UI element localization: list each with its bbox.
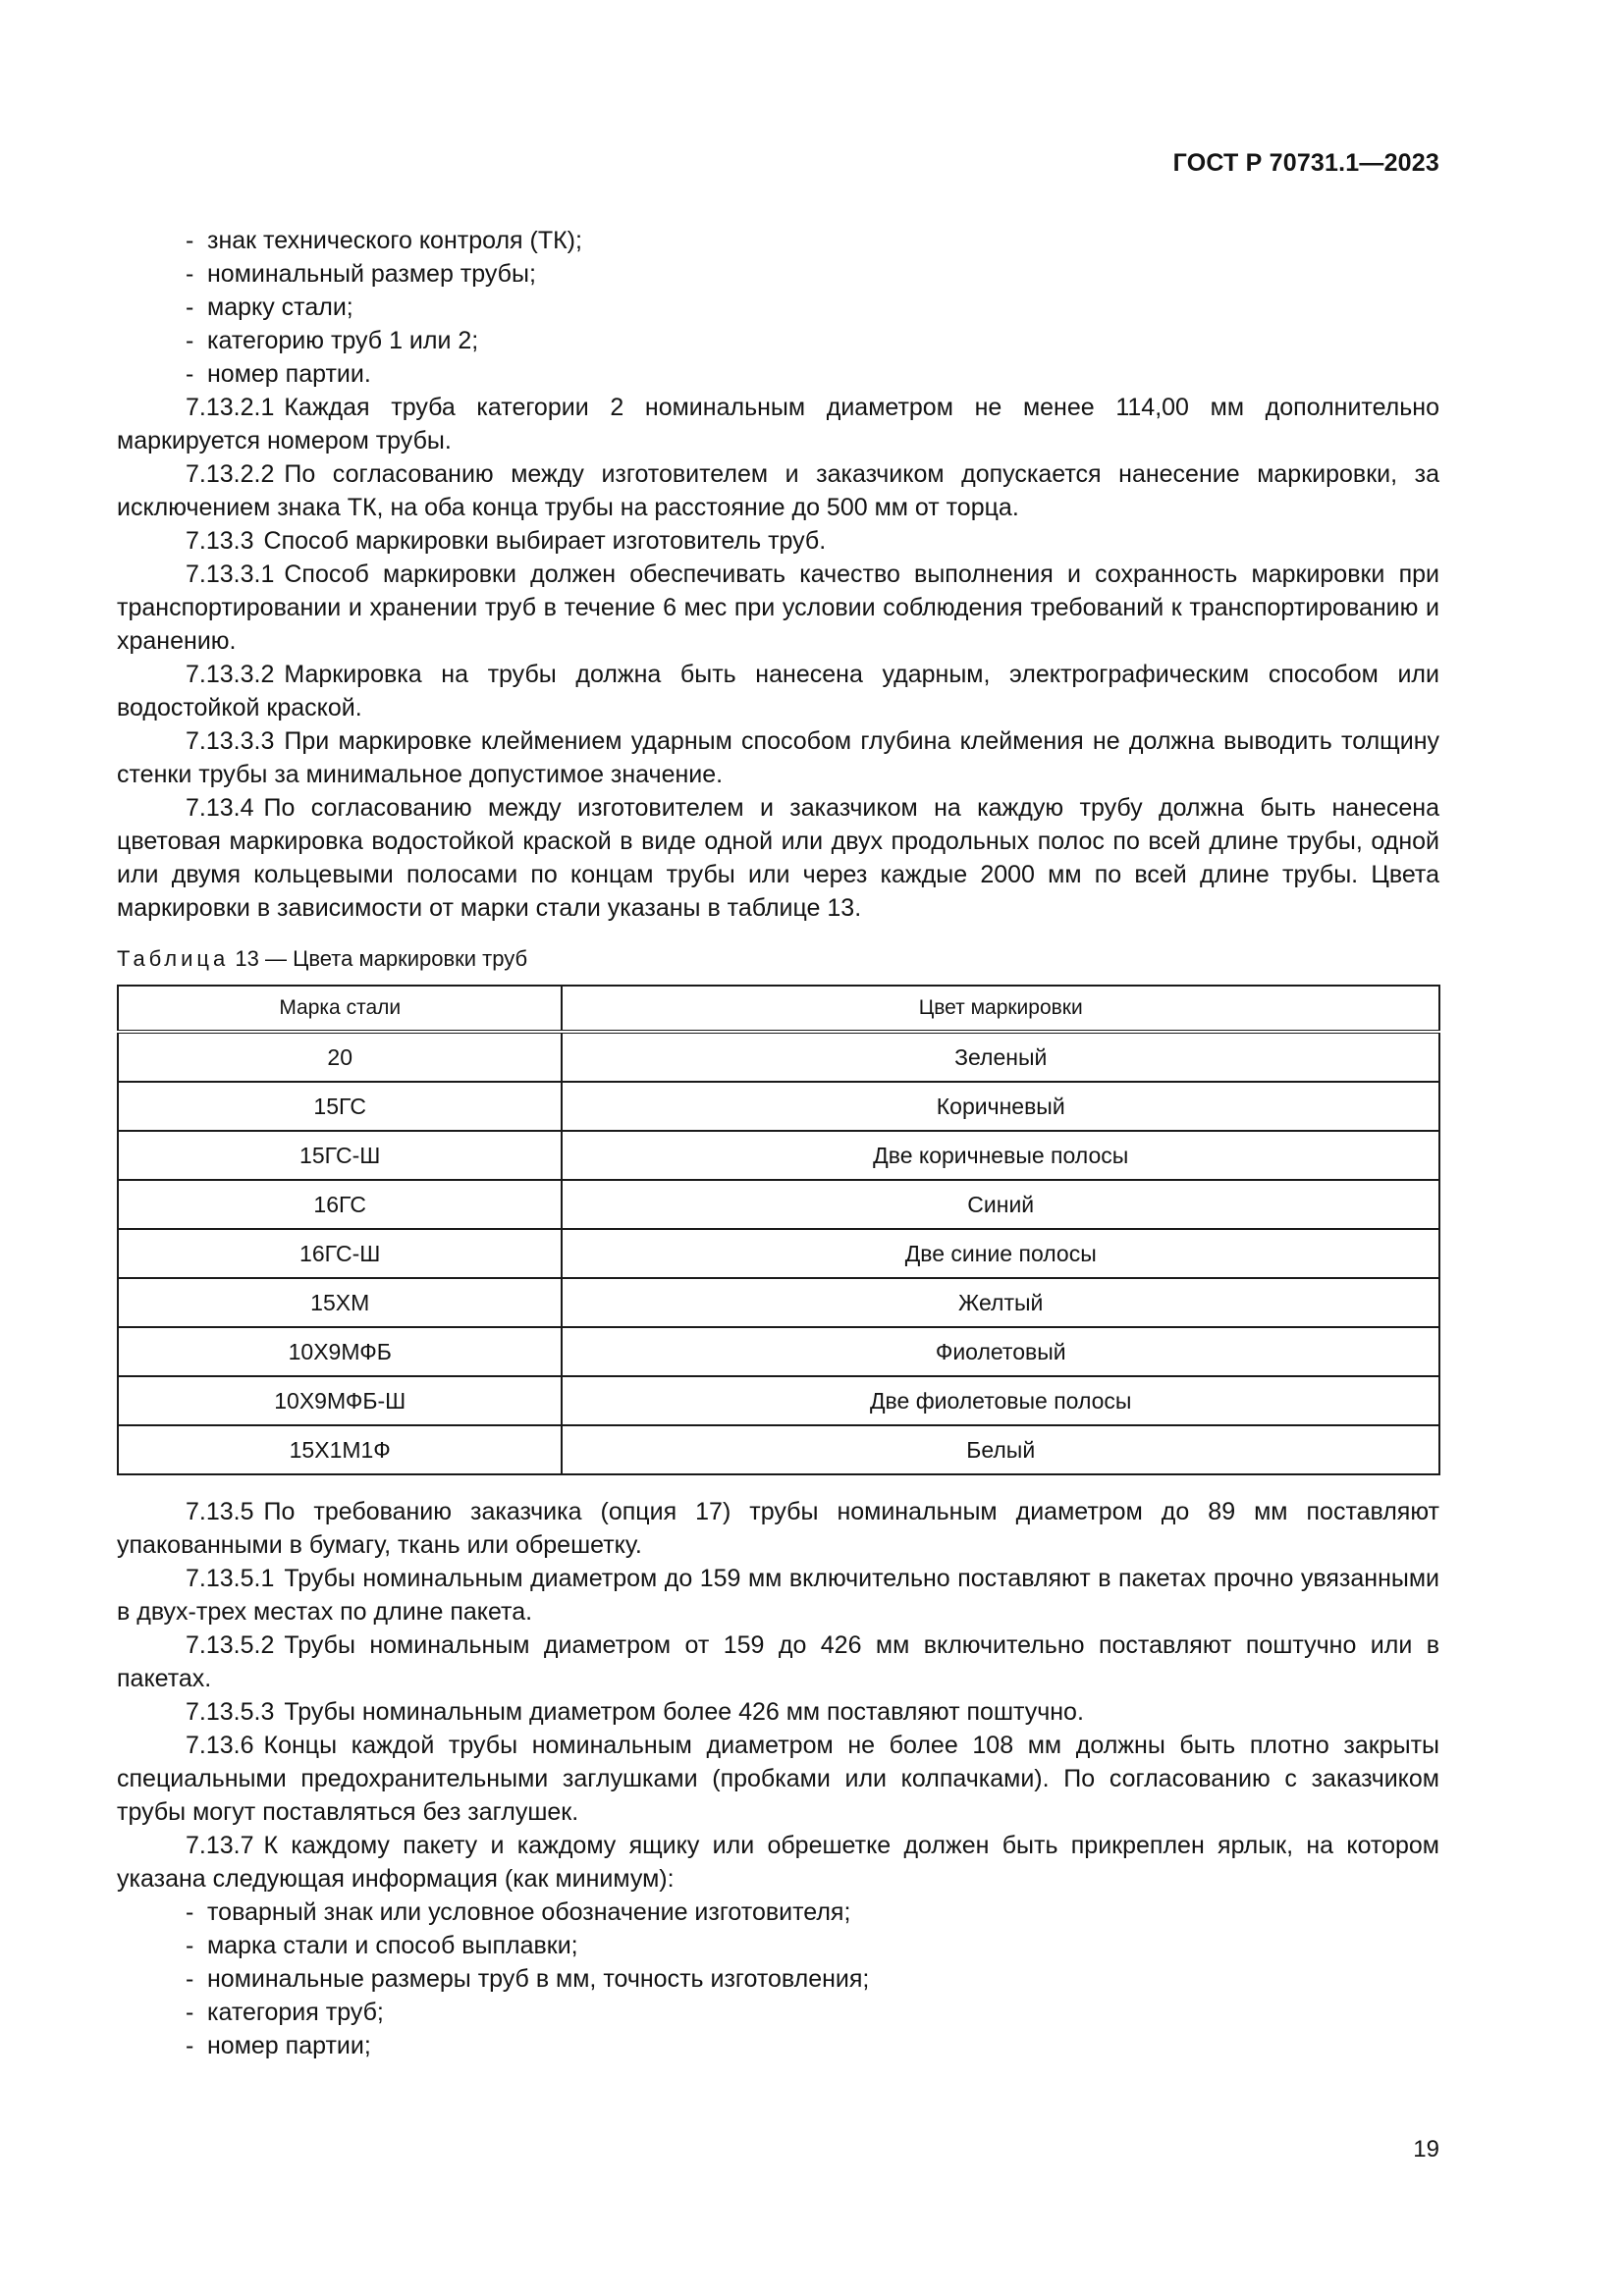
steel-grade-cell: 15Х1М1Ф [118, 1425, 562, 1474]
clause-number: 7.13.3.3 [186, 727, 275, 755]
steel-grade-cell: 15ХМ [118, 1278, 562, 1327]
clause-number: 7.13.5.1 [186, 1565, 275, 1592]
clause-paragraph: 7.13.7 К каждому пакету и каждому ящику или обрешетке должен быть прикреплен ярлык, на котором указана следующая информация (как минимум): [117, 1832, 1439, 1893]
clause-number: 7.13.7 [186, 1832, 254, 1859]
clause-paragraph: 7.13.3.2 Маркировка на трубы должна быть нанесена ударным, электрографическим способом или водостойкой краской. [117, 661, 1439, 721]
document-id: ГОСТ Р 70731.1—2023 [1172, 149, 1439, 177]
list-item: - марка стали и способ выплавки; [117, 1929, 1439, 1962]
steel-grade-cell: 15ГС-Ш [118, 1131, 562, 1180]
clause-number: 7.13.5.3 [186, 1698, 275, 1726]
clause-paragraph: 7.13.4 По согласованию между изготовителем и заказчиком на каждую трубу должна быть нанесена цветовая маркировка водостойкой краской в виде одной или двух продольных полос по всей длине трубы, одной или двумя кольцевыми полосами по концам трубы или через каждые 2000 мм по всей длине трубы. Цвета маркировки в зависимости от марки стали указаны в таблице 13. [117, 794, 1439, 922]
clause-paragraph: 7.13.6 Концы каждой трубы номинальным диаметром не более 108 мм должны быть плотно закрыты специальными предохранительными заглушками (пробками или колпачками). По согласованию с заказчиком трубы могут поставляться без заглушек. [117, 1732, 1439, 1826]
clause-paragraph: 7.13.3 Способ маркировки выбирает изготовитель труб. [186, 527, 827, 555]
marking-color-cell: Фиолетовый [562, 1327, 1439, 1376]
marking-color-cell: Две синие полосы [562, 1229, 1439, 1278]
table-row [118, 1032, 1439, 1082]
steel-grade-cell: 20 [118, 1032, 562, 1082]
table-header-row [118, 986, 1439, 1032]
header-steel-grade: Марка стали [118, 986, 562, 1032]
marking-color-cell: Желтый [562, 1278, 1439, 1327]
table-caption [117, 944, 527, 974]
clause-number: 7.13.3.1 [186, 561, 275, 588]
clause-paragraph: 7.13.5.1 Трубы номинальным диаметром до 159 мм включительно поставляют в пакетах прочно увязанными в двух-трех местах по длине пакета. [117, 1565, 1439, 1626]
list-item: - марку стали; [117, 291, 1439, 324]
table-row [118, 1229, 1439, 1278]
table-caption-title: 13 — Цвета маркировки труб [235, 946, 528, 971]
steel-grade-cell: 16ГС-Ш [118, 1229, 562, 1278]
marking-color-cell: Белый [562, 1425, 1439, 1474]
table-row [118, 1278, 1439, 1327]
clause-number: 7.13.4 [186, 794, 254, 822]
steel-grade-cell: 10Х9МФБ-Ш [118, 1376, 562, 1425]
list-item: - номинальный размер трубы; [117, 257, 1439, 291]
list-item: - товарный знак или условное обозначение изготовителя; [117, 1896, 1439, 1929]
table-caption-label: Таблица [117, 946, 230, 971]
table-row [118, 1131, 1439, 1180]
clause-paragraph: 7.13.5 По требованию заказчика (опция 17) трубы номинальным диаметром до 89 мм поставляют упакованными в бумагу, ткань или обрешетку. [117, 1498, 1439, 1559]
clause-paragraph: 7.13.3.3 При маркировке клеймением ударным способом глубина клеймения не должна выводить толщину стенки трубы за минимальное допустимое значение. [117, 727, 1439, 788]
list-item: - категория труб; [117, 1996, 1439, 2029]
clause-number: 7.13.5 [186, 1498, 254, 1525]
bottom-section [117, 1495, 1439, 2062]
table-row [118, 1082, 1439, 1131]
table-row [118, 1327, 1439, 1376]
clause-number: 7.13.3 [186, 527, 254, 555]
clause-paragraph: 7.13.3.1 Способ маркировки должен обеспечивать качество выполнения и сохранность маркировки при транспортировании и хранении труб в течение 6 мес при условии соблюдения требований к транспортированию и хранению. [117, 561, 1439, 655]
clause-number: 7.13.2.1 [186, 394, 275, 421]
clause-paragraph: 7.13.2.1 Каждая труба категории 2 номинальным диаметром не менее 114,00 мм дополнительно маркируется номером трубы. [117, 394, 1439, 454]
clause-paragraph: 7.13.5.2 Трубы номинальным диаметром от 159 до 426 мм включительно поставляют поштучно или в пакетах. [117, 1631, 1439, 1692]
steel-grade-cell: 16ГС [118, 1180, 562, 1229]
marking-color-cell: Две коричневые полосы [562, 1131, 1439, 1180]
steel-grade-cell: 10Х9МФБ [118, 1327, 562, 1376]
header-marking-color: Цвет маркировки [562, 986, 1439, 1032]
clause-paragraph: 7.13.2.2 По согласованию между изготовителем и заказчиком допускается нанесение маркировки, за исключением знака ТК, на оба конца трубы на расстояние до 500 мм от торца. [117, 460, 1439, 521]
list-item: - знак технического контроля (ТК); [117, 224, 1439, 257]
marking-color-cell: Коричневый [562, 1082, 1439, 1131]
clause-number: 7.13.3.2 [186, 661, 275, 688]
list-item: - номер партии; [117, 2029, 1439, 2062]
steel-grade-cell: 15ГС [118, 1082, 562, 1131]
clause-number: 7.13.6 [186, 1732, 254, 1759]
clause-paragraph: 7.13.5.3 Трубы номинальным диаметром более 426 мм поставляют поштучно. [186, 1698, 1084, 1726]
marking-color-cell: Синий [562, 1180, 1439, 1229]
table-row [118, 1376, 1439, 1425]
table-row [118, 1180, 1439, 1229]
list-item: - номинальные размеры труб в мм, точность изготовления; [117, 1962, 1439, 1996]
marking-color-cell: Зеленый [562, 1032, 1439, 1082]
list-item: - категорию труб 1 или 2; [117, 324, 1439, 357]
clause-number: 7.13.5.2 [186, 1631, 275, 1659]
marking-color-cell: Две фиолетовые полосы [562, 1376, 1439, 1425]
clause-number: 7.13.2.2 [186, 460, 275, 488]
page-number: 19 [1413, 2136, 1439, 2163]
top-section [117, 224, 1439, 925]
list-item: - номер партии. [117, 357, 1439, 391]
table-row [118, 1425, 1439, 1474]
marking-colors-table [117, 985, 1440, 1475]
